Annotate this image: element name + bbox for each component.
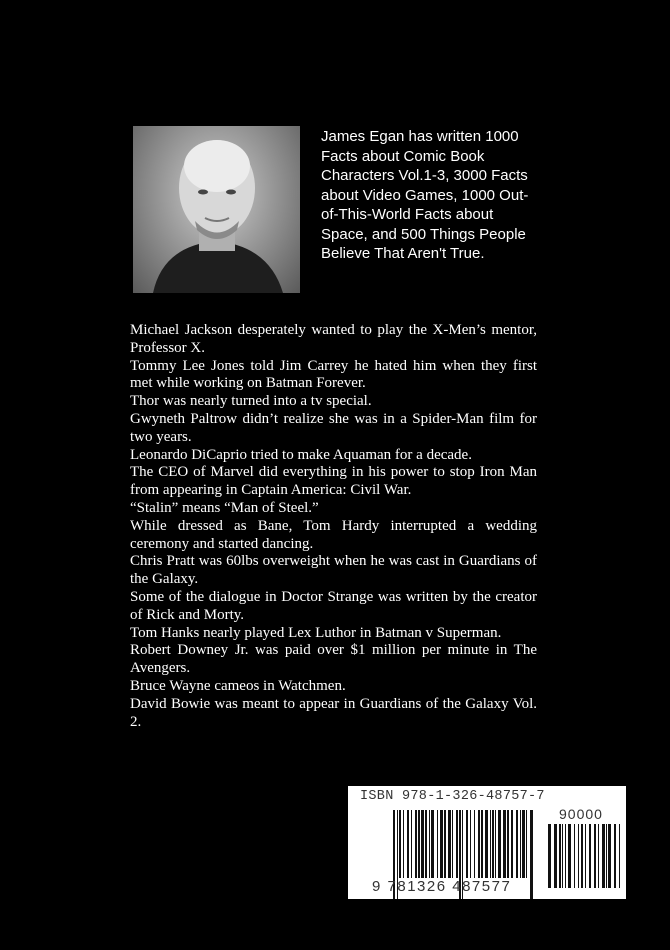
barcode-bar: [466, 810, 468, 878]
barcode-bar: [437, 810, 438, 878]
barcode-bar: [503, 810, 506, 878]
barcode-bar: [474, 810, 475, 878]
barcode-bar: [431, 810, 434, 878]
barcode-bar: [516, 810, 518, 878]
barcode-bar: [470, 810, 471, 878]
barcode-bar: [495, 810, 496, 878]
barcode-bar: [594, 824, 596, 888]
fact-item: David Bowie was meant to appear in Guardians of the Galaxy Vol. 2.: [130, 695, 537, 730]
barcode-bar: [418, 810, 420, 878]
barcode-bar: [421, 810, 424, 878]
barcode-bar: [415, 810, 417, 878]
fact-item: Tom Hanks nearly played Lex Luthor in Batman v Superman.: [130, 624, 502, 641]
barcode-bar: [522, 810, 525, 878]
barcode-bar: [565, 824, 566, 888]
barcode-bar: [507, 810, 509, 878]
barcode-bar: [490, 810, 491, 878]
barcode-bar: [498, 810, 501, 878]
fact-item: Some of the dialogue in Doctor Strange was written by the creator of Rick and Morty.: [130, 588, 537, 623]
facts-list: [130, 322, 537, 731]
fact-item: Bruce Wayne cameos in Watchmen.: [130, 677, 346, 694]
barcode-bar: [511, 810, 513, 878]
barcode-bar: [606, 824, 607, 888]
barcode-bar: [407, 810, 409, 878]
author-portrait-icon: [133, 126, 300, 293]
fact-item: Gwyneth Paltrow didn’t realize she was in a Spider-Man film for two years.: [130, 410, 537, 445]
fact-item: The CEO of Marvel did everything in his power to stop Iron Man from appearing in Captain America: Civil War.: [130, 464, 537, 499]
barcode-bar: [448, 810, 451, 878]
barcode-bar: [602, 824, 605, 888]
barcode-bar: [578, 824, 579, 888]
fact-item: Robert Downey Jr. was paid over $1 million per minute in The Avengers.: [130, 642, 537, 677]
barcode-bar: [403, 810, 404, 878]
barcode-bar: [425, 810, 427, 878]
fact-item: Leonardo DiCaprio tried to make Aquaman for a decade.: [130, 446, 472, 463]
barcode-bar: [478, 810, 480, 878]
author-bio: James Egan has written 1000 Facts about Comic Book Characters Vol.1-3, 3000 Facts about Video Games, 1000 Out-of-This-World Facts about Space, and 500 Things People Believe That Aren't True.: [321, 128, 529, 262]
fact-item: While dressed as Bane, Tom Hardy interrupted a wedding ceremony and started dancing.: [130, 517, 537, 552]
barcode-bar: [456, 810, 458, 878]
barcode-bar: [520, 810, 521, 878]
barcode-bar: [559, 824, 561, 888]
barcode-bar: [614, 824, 616, 888]
barcode-bar: [608, 824, 611, 888]
barcode-bar: [598, 824, 599, 888]
barcode-bar: [562, 824, 563, 888]
barcode-bar: [585, 824, 586, 888]
barcode-bar: [619, 824, 620, 888]
barcode-bar: [492, 810, 494, 878]
barcode-bar: [530, 810, 533, 899]
barcode-bar: [485, 810, 488, 878]
fact-item: “Stalin” means “Man of Steel.”: [130, 499, 319, 516]
barcode-bar: [581, 824, 583, 888]
ean-digits: 9 781326 487577: [372, 878, 512, 895]
author-photo: [133, 126, 300, 293]
fact-item: Tommy Lee Jones told Jim Carrey he hated him when they first met while working on Batman Forever.: [130, 357, 537, 392]
fact-item: Chris Pratt was 60lbs overweight when he was cast in Guardians of the Galaxy.: [130, 553, 537, 588]
isbn-barcode: [348, 786, 626, 899]
barcode-bar: [444, 810, 446, 878]
barcode-bar: [429, 810, 430, 878]
barcode-bar: [548, 824, 551, 888]
price-code: 90000: [559, 806, 603, 822]
barcode-bar: [411, 810, 412, 878]
barcode-bar: [440, 810, 443, 878]
barcode-bar: [554, 824, 557, 888]
barcode-bar: [399, 810, 401, 878]
barcode-bar: [481, 810, 483, 878]
barcode-bar: [568, 824, 571, 888]
isbn-label: ISBN 978-1-326-48757-7: [360, 789, 545, 804]
fact-item: Thor was nearly turned into a tv special.: [130, 393, 372, 410]
fact-item: Michael Jackson desperately wanted to play the X-Men’s mentor, Professor X.: [130, 322, 537, 356]
barcode-bar: [452, 810, 453, 878]
barcode-bar: [526, 810, 527, 878]
barcode-bar: [574, 824, 575, 888]
barcode-bar: [589, 824, 591, 888]
